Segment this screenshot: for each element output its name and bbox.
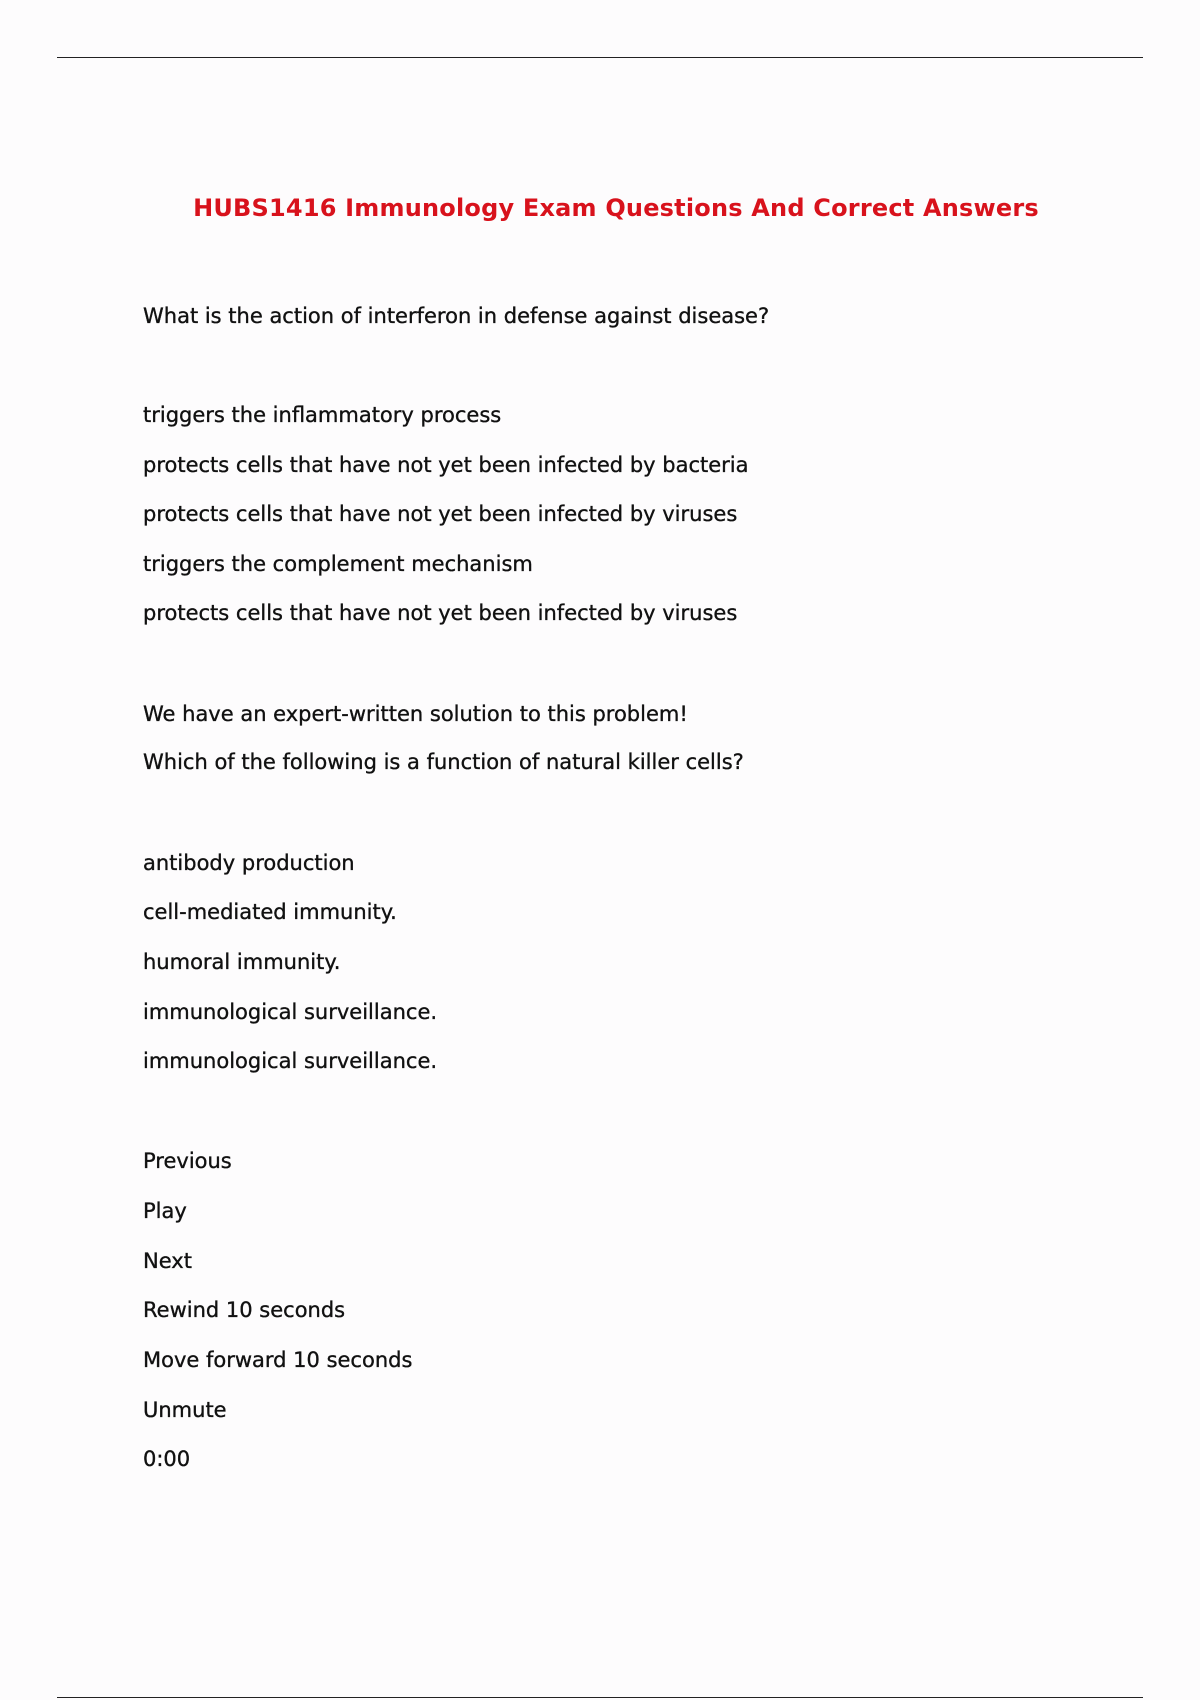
top-rule bbox=[57, 57, 1143, 58]
question-2-answer: immunological surveillance. bbox=[143, 1049, 438, 1073]
bottom-rule bbox=[57, 1697, 1143, 1698]
document-title: HUBS1416 Immunology Exam Questions And Correct Answers bbox=[193, 194, 1039, 222]
question-1-prompt: What is the action of interferon in defense against disease? bbox=[143, 304, 770, 328]
question-1-option-4: triggers the complement mechanism bbox=[143, 552, 533, 576]
question-2-option-1: antibody production bbox=[143, 851, 355, 875]
unmute-button[interactable]: Unmute bbox=[143, 1398, 227, 1422]
next-button[interactable]: Next bbox=[143, 1249, 192, 1273]
question-2-option-4: immunological surveillance. bbox=[143, 1000, 438, 1024]
question-2-prompt: Which of the following is a function of natural killer cells? bbox=[143, 750, 744, 774]
rewind-10-seconds-button[interactable]: Rewind 10 seconds bbox=[143, 1298, 346, 1322]
expert-solution-note: We have an expert-written solution to this problem! bbox=[143, 702, 688, 726]
question-1-option-2: protects cells that have not yet been infected by bacteria bbox=[143, 453, 749, 477]
previous-button[interactable]: Previous bbox=[143, 1149, 232, 1173]
question-1-option-1: triggers the inflammatory process bbox=[143, 403, 502, 427]
forward-10-seconds-button[interactable]: Move forward 10 seconds bbox=[143, 1348, 413, 1372]
question-1-answer: protects cells that have not yet been infected by viruses bbox=[143, 601, 738, 625]
question-2-option-2: cell-mediated immunity. bbox=[143, 900, 397, 924]
playback-time: 0:00 bbox=[143, 1447, 191, 1471]
question-1-option-3: protects cells that have not yet been infected by viruses bbox=[143, 502, 738, 526]
play-button[interactable]: Play bbox=[143, 1199, 187, 1223]
question-2-option-3: humoral immunity. bbox=[143, 950, 341, 974]
